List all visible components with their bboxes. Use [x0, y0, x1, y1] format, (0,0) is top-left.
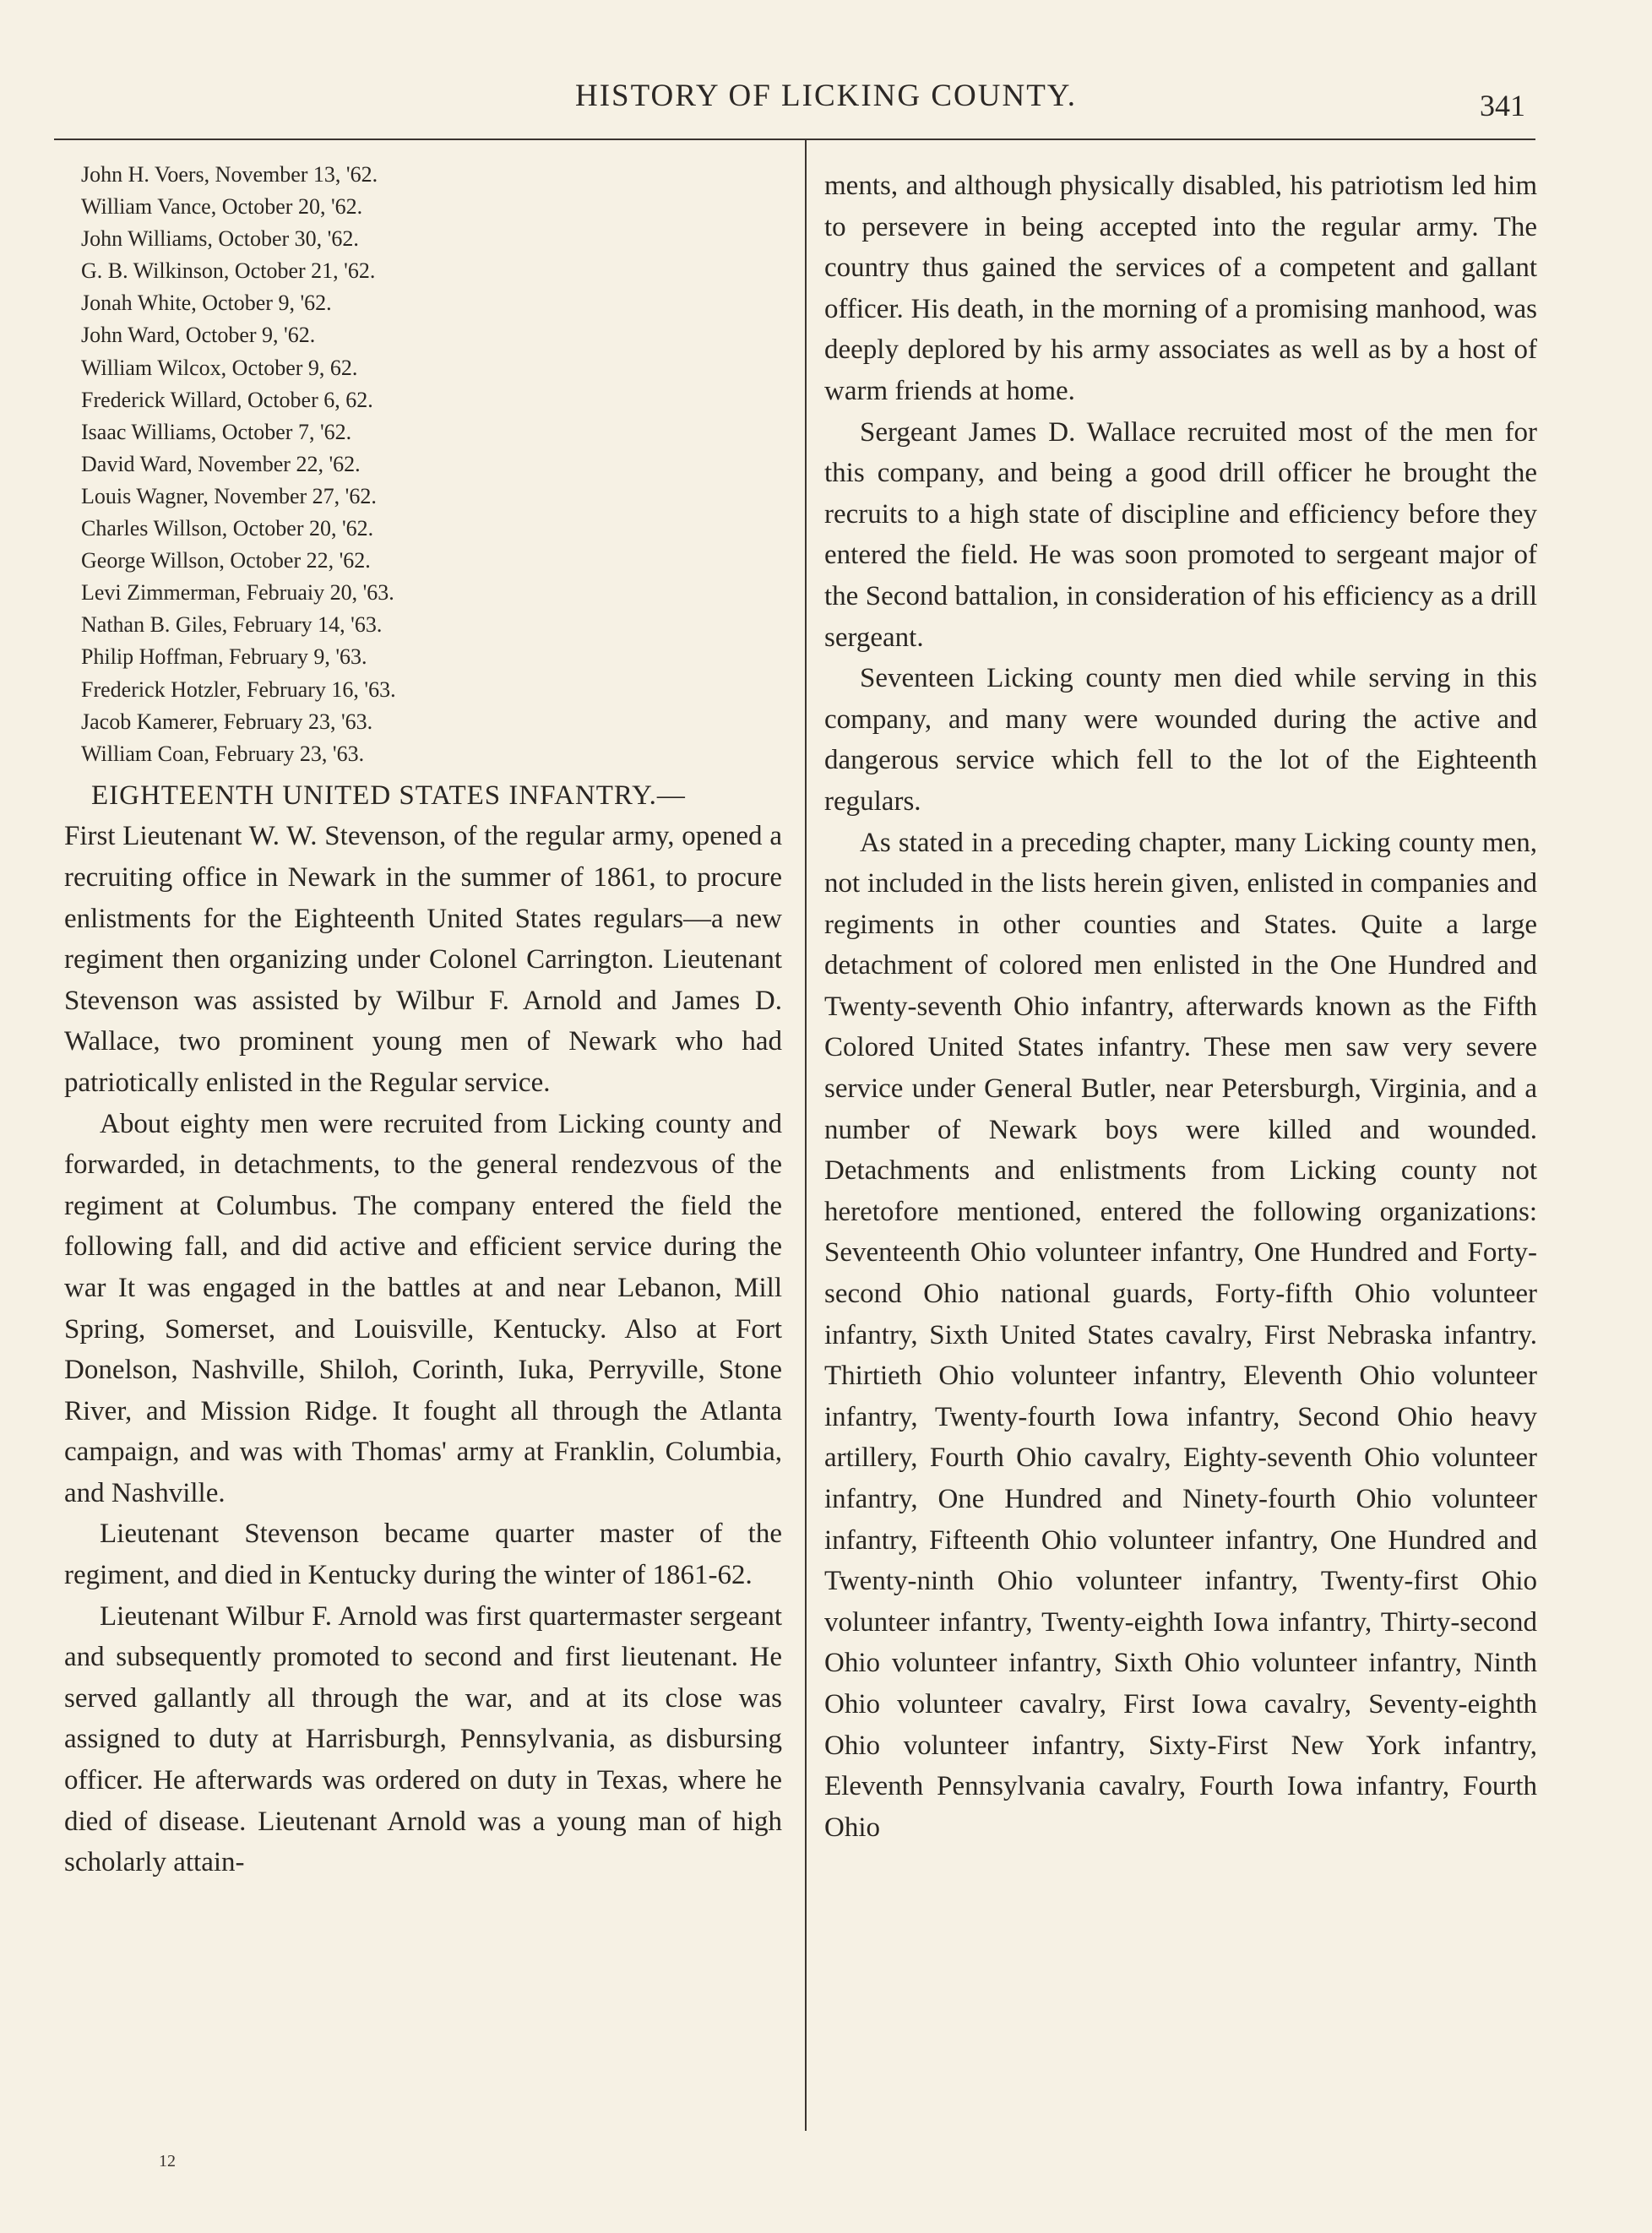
roster-entry: Isaac Williams, October 7, '62. — [81, 419, 352, 444]
roster-entry: Jonah White, October 9, '62. — [81, 291, 332, 316]
running-head: HISTORY OF LICKING COUNTY. — [574, 79, 1078, 113]
roster-entry: Nathan B. Giles, February 14, '63. — [81, 612, 383, 638]
right-column — [824, 166, 1537, 1848]
body-paragraph: As stated in a preceding chapter, many Licking county men, not included in the lists herein given, enlisted in companies and regiments in other counties and States. Quite a large detachment of colored men enlisted in the One Hundred and Twenty-seventh Ohio infantry, afterwards known as the Fifth Colored United States infantry. These men saw very severe service under General Butler, near Petersburgh, Virginia, and a number of Newark boys were killed and wounded. Detachments and enlistments from Licking county not heretofore mentioned, entered the following organizations: Seventeenth Ohio volunteer infantry, One Hundred and Forty-second Ohio national guards, Forty-fifth Ohio volunteer infantry, Sixth United States cavalry, First Nebraska infantry. Thirtieth Ohio volunteer infantry, Eleventh Ohio volunteer infantry, Twenty-fourth Iowa infantry, Second Ohio heavy artillery, Fourth Ohio cavalry, Eighty-seventh Ohio volunteer infantry, One Hundred and Ninety-fourth Ohio volunteer infantry, Fifteenth Ohio volunteer infantry, One Hundred and Twenty-ninth Ohio volunteer infantry, Twenty-first Ohio volunteer infantry, Twenty-eighth Iowa infantry, Thirty-second Ohio volunteer infantry, Sixth Ohio volunteer infantry, Ninth Ohio volunteer cavalry, First Iowa cavalry, Seventy-eighth Ohio volunteer infantry, Sixty-First New York infantry, Eleventh Pennsylvania cavalry, Fourth Iowa infantry, Fourth Ohio — [824, 827, 1537, 1843]
section-heading: EIGHTEENTH UNITED STATES INFANTRY.— — [91, 780, 686, 811]
signature-mark: 12 — [159, 2152, 176, 2171]
roster-entry: John Ward, October 9, '62. — [81, 323, 316, 348]
roster-entry: William Vance, October 20, '62. — [81, 194, 363, 220]
body-paragraph: Lieutenant Stevenson became quarter master of the regiment, and died in Kentucky during the winter of 1861-62. — [64, 1519, 782, 1591]
body-paragraph: Seventeen Licking county men died while serving in this company, and many were wounded during the active and dangerous service which fell to the lot of the Eighteenth regulars. — [824, 663, 1537, 817]
body-paragraph: About eighty men were recruited from Licking county and forwarded, in detachments, to the general rendezvous of the regiment at Columbus. The company entered the field the following fall, and did active and efficient service during the war It was engaged in the battles at and near Lebanon, Mill Spring, Somerset, and Louisville, Kentucky. Also at Fort Donelson, Nashville, Shiloh, Corinth, Iuka, Perryville, Stone River, and Mission Ridge. It fought all through the Atlanta campaign, and was with Thomas' army at Franklin, Columbia, and Nashville. — [64, 1108, 782, 1508]
roster-entry: Philip Hoffman, February 9, '63. — [81, 644, 367, 670]
roster-entry: David Ward, November 22, '62. — [81, 451, 361, 476]
roster-list — [64, 159, 782, 770]
column-divider — [805, 140, 807, 2131]
left-column — [64, 159, 782, 1883]
roster-entry: John Williams, October 30, '62. — [81, 226, 359, 252]
body-paragraph: First Lieutenant W. W. Stevenson, of the regular army, opened a recruiting office in Newark in the summer of 1861, to procure enlistments for the Eighteenth United States regulars—a new regiment then organizing under Colonel Carrington. Lieutenant Stevenson was assisted by Wilbur F. Arnold and James D. Wallace, two prominent young men of Newark who had patriotically enlisted in the Regular service. — [64, 821, 782, 1098]
body-paragraph: ments, and although physically disabled, his patriotism led him to persevere in being accepted into the regular army. The country thus gained the services of a competent and gallant officer. His death, in the morning of a promising manhood, was deeply deplored by his army associates as well as by a host of warm friends at home. — [824, 171, 1537, 406]
roster-entry: William Wilcox, October 9, 62. — [81, 355, 358, 380]
roster-entry: George Willson, October 22, '62. — [81, 548, 371, 573]
roster-entry: Frederick Hotzler, February 16, '63. — [81, 676, 396, 702]
roster-entry: Levi Zimmerman, Februaiy 20, '63. — [81, 580, 394, 606]
roster-entry: William Coan, February 23, '63. — [81, 741, 365, 766]
roster-entry: G. B. Wilkinson, October 21, '62. — [81, 258, 376, 284]
roster-entry: John H. Voers, November 13, '62. — [81, 162, 378, 187]
body-paragraph: Lieutenant Wilbur F. Arnold was first quartermaster sergeant and subsequently promoted to second and first lieutenant. He served gallantly all through the war, and at its close was assigned to duty at Harrisburgh, Pennsylvania, as disbursing officer. He afterwards was ordered on duty in Texas, where he died of disease. Lieutenant Arnold was a young man of high scholarly attain- — [64, 1600, 782, 1878]
roster-entry: Louis Wagner, November 27, '62. — [81, 483, 377, 508]
body-paragraph: Sergeant James D. Wallace recruited most of the men for this company, and being a good drill officer he brought the recruits to a high state of discipline and efficiency before they entered the field. He was soon promoted to sergeant major of the Second battalion, in consideration of his efficiency as a drill sergeant. — [824, 416, 1537, 653]
roster-entry: Jacob Kamerer, February 23, '63. — [81, 709, 373, 734]
header-rule — [54, 139, 1535, 140]
roster-entry: Charles Willson, October 20, '62. — [81, 516, 374, 541]
roster-entry: Frederick Willard, October 6, 62. — [81, 387, 373, 412]
page-number: 341 — [1480, 89, 1525, 122]
